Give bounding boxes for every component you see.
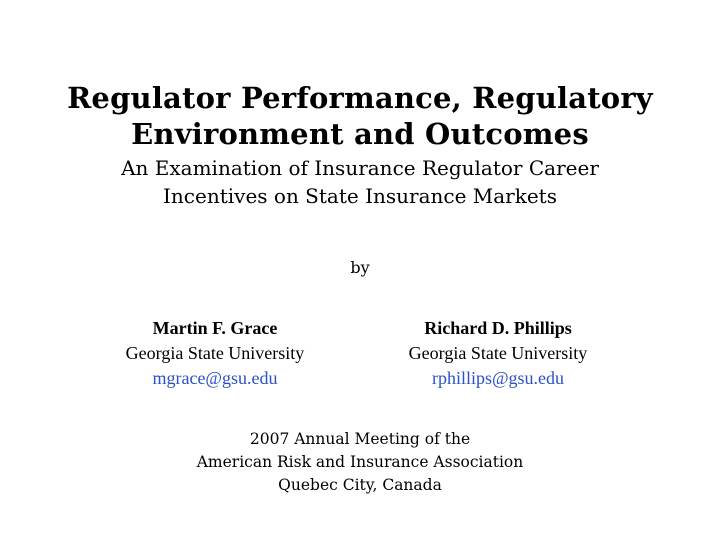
author-block-grace	[65, 316, 365, 391]
author-name: Richard D. Phillips	[424, 318, 572, 338]
meeting-info	[0, 428, 720, 497]
author-email-link[interactable]: rphillips@gsu.edu	[431, 368, 565, 388]
meeting-line-3: Quebec City, Canada	[278, 476, 442, 494]
author-block-phillips	[348, 316, 648, 391]
title-line-2: Environment and Outcomes	[131, 117, 589, 151]
title-line-1: Regulator Performance, Regulatory	[67, 81, 653, 115]
author-affiliation: Georgia State University	[408, 343, 588, 363]
slide-subtitle	[0, 154, 720, 210]
author-affiliation: Georgia State University	[125, 343, 305, 363]
slide-title	[0, 80, 720, 152]
subtitle-line-2: Incentives on State Insurance Markets	[163, 184, 557, 208]
author-name: Martin F. Grace	[152, 318, 278, 338]
subtitle-line-1: An Examination of Insurance Regulator Career	[121, 156, 599, 180]
author-email-link[interactable]: mgrace@gsu.edu	[152, 368, 278, 388]
meeting-line-1: 2007 Annual Meeting of the	[249, 430, 471, 448]
by-label: by	[350, 258, 370, 277]
meeting-line-2: American Risk and Insurance Association	[196, 453, 524, 471]
